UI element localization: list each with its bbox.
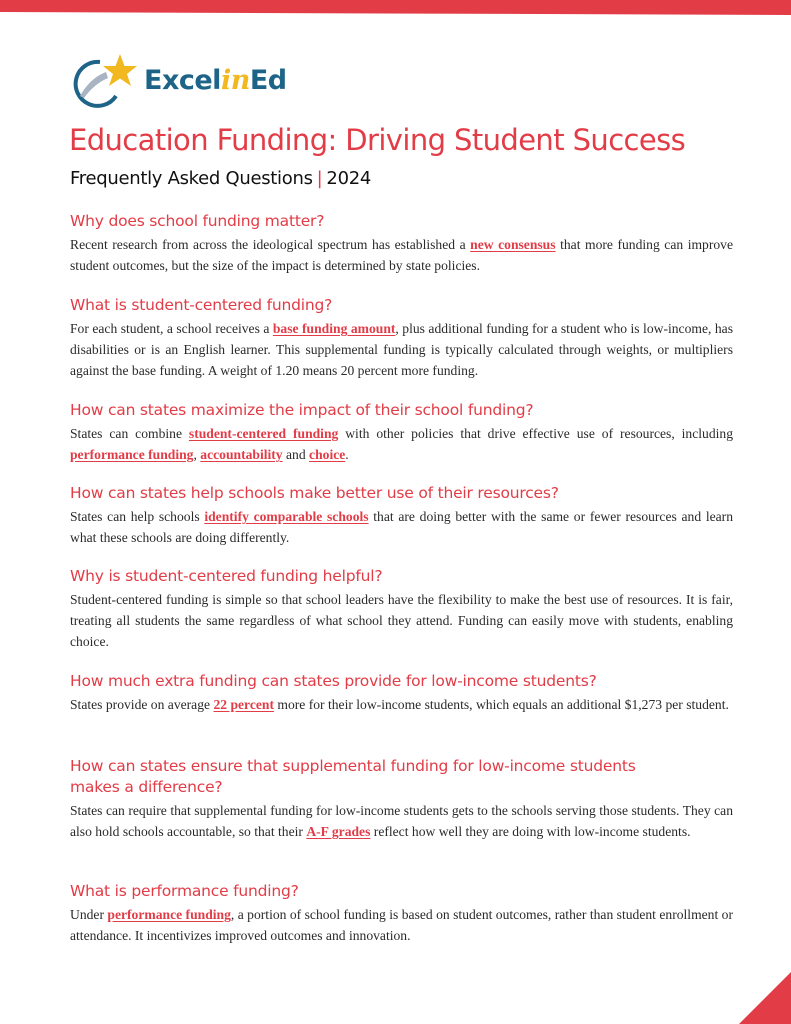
faq-answer: States provide on average 22 percent more for their low-income students, which equals an additional $1,273 per student. [70,697,729,712]
faq-answer: For each student, a school receives a base funding amount, plus additional funding for a student who is low-income, has disabilities or is an English learner. This supplemental funding is typically calculated through weights, or multipliers against the base funding. A weight of 1.20 means 20 percent more funding. [70,321,733,378]
page-title: Education Funding: Driving Student Success [69,123,686,157]
excelined-logo [70,52,287,108]
logo-text-excel: Excel [144,64,221,96]
inline-link-22-percent[interactable]: 22 percent [213,697,274,712]
faq-answer: States can combine student-centered funding with other policies that drive effective use of resources, including performance funding, accountability and choice. [70,426,733,462]
faq-answer: Recent research from across the ideological spectrum has established a new consensus that more funding can improve student outcomes, but the size of the impact is determined by state policies. [70,237,733,273]
faq-question: How much extra funding can states provide for low-income students? [70,672,597,690]
faq-answer: Under performance funding, a portion of school funding is based on student outcomes, rather than student enrollment or attendance. It incentivizes improved outcomes and innovation. [70,907,733,943]
faq-item [70,881,733,946]
faq-item [70,400,733,465]
faq-question: What is performance funding? [70,882,299,900]
logo-text-in: in [220,64,250,96]
faq-item [70,295,733,381]
faq-item [70,756,733,842]
logo-wordmark [144,64,287,96]
faq-item [70,483,733,548]
faq-question: How can states maximize the impact of their school funding? [70,401,534,419]
corner-accent-triangle [739,972,791,1024]
faq-answer: States can help schools identify comparable schools that are doing better with the same or fewer resources and learn what these schools are doing differently. [70,509,733,545]
inline-link-base-funding-amount[interactable]: base funding amount [272,321,396,336]
top-accent-bar [0,0,791,15]
faq-question: What is student-centered funding? [70,296,333,314]
inline-link-identify-comparable-schools[interactable]: identify comparable schools [204,509,369,524]
faq-answer: Student-centered funding is simple so that school leaders have the flexibility to make the best use of resources. It is fair, treating all students the same regardless of what school they attend. Funding can easily move with students, enabling choice. [70,592,733,649]
faq-question: How can states ensure that supplemental funding for low-income students makes a difference? [70,757,636,796]
inline-link-performance-funding[interactable]: performance funding [70,447,194,462]
subtitle-separator: | [316,168,323,189]
faq-answer: States can require that supplemental funding for low-income students gets to the schools serving those students. They can also hold schools accountable, so that their A-F grades reflect how well they are doing with low-income students. [70,803,733,839]
inline-link-new-consensus[interactable]: new consensus [470,237,556,252]
inline-link-performance-funding[interactable]: performance funding [107,907,231,922]
faq-item [70,566,733,652]
subtitle-text: Frequently Asked Questions [70,168,313,189]
page-subtitle [70,168,371,189]
faq-item [70,671,733,715]
subtitle-year: 2024 [326,168,372,189]
inline-link-accountability[interactable]: accountability [200,447,283,462]
shooting-star-icon [70,52,140,108]
faq-question: How can states help schools make better use of their resources? [70,484,559,502]
inline-link-choice[interactable]: choice [309,447,346,462]
faq-item [70,211,733,276]
logo-text-ed: Ed [249,64,287,96]
inline-link-student-centered-funding[interactable]: student-centered funding [188,426,339,441]
inline-link-a-f-grades[interactable]: A-F grades [306,824,371,839]
faq-question: Why is student-centered funding helpful? [70,567,383,585]
faq-question: Why does school funding matter? [70,212,325,230]
